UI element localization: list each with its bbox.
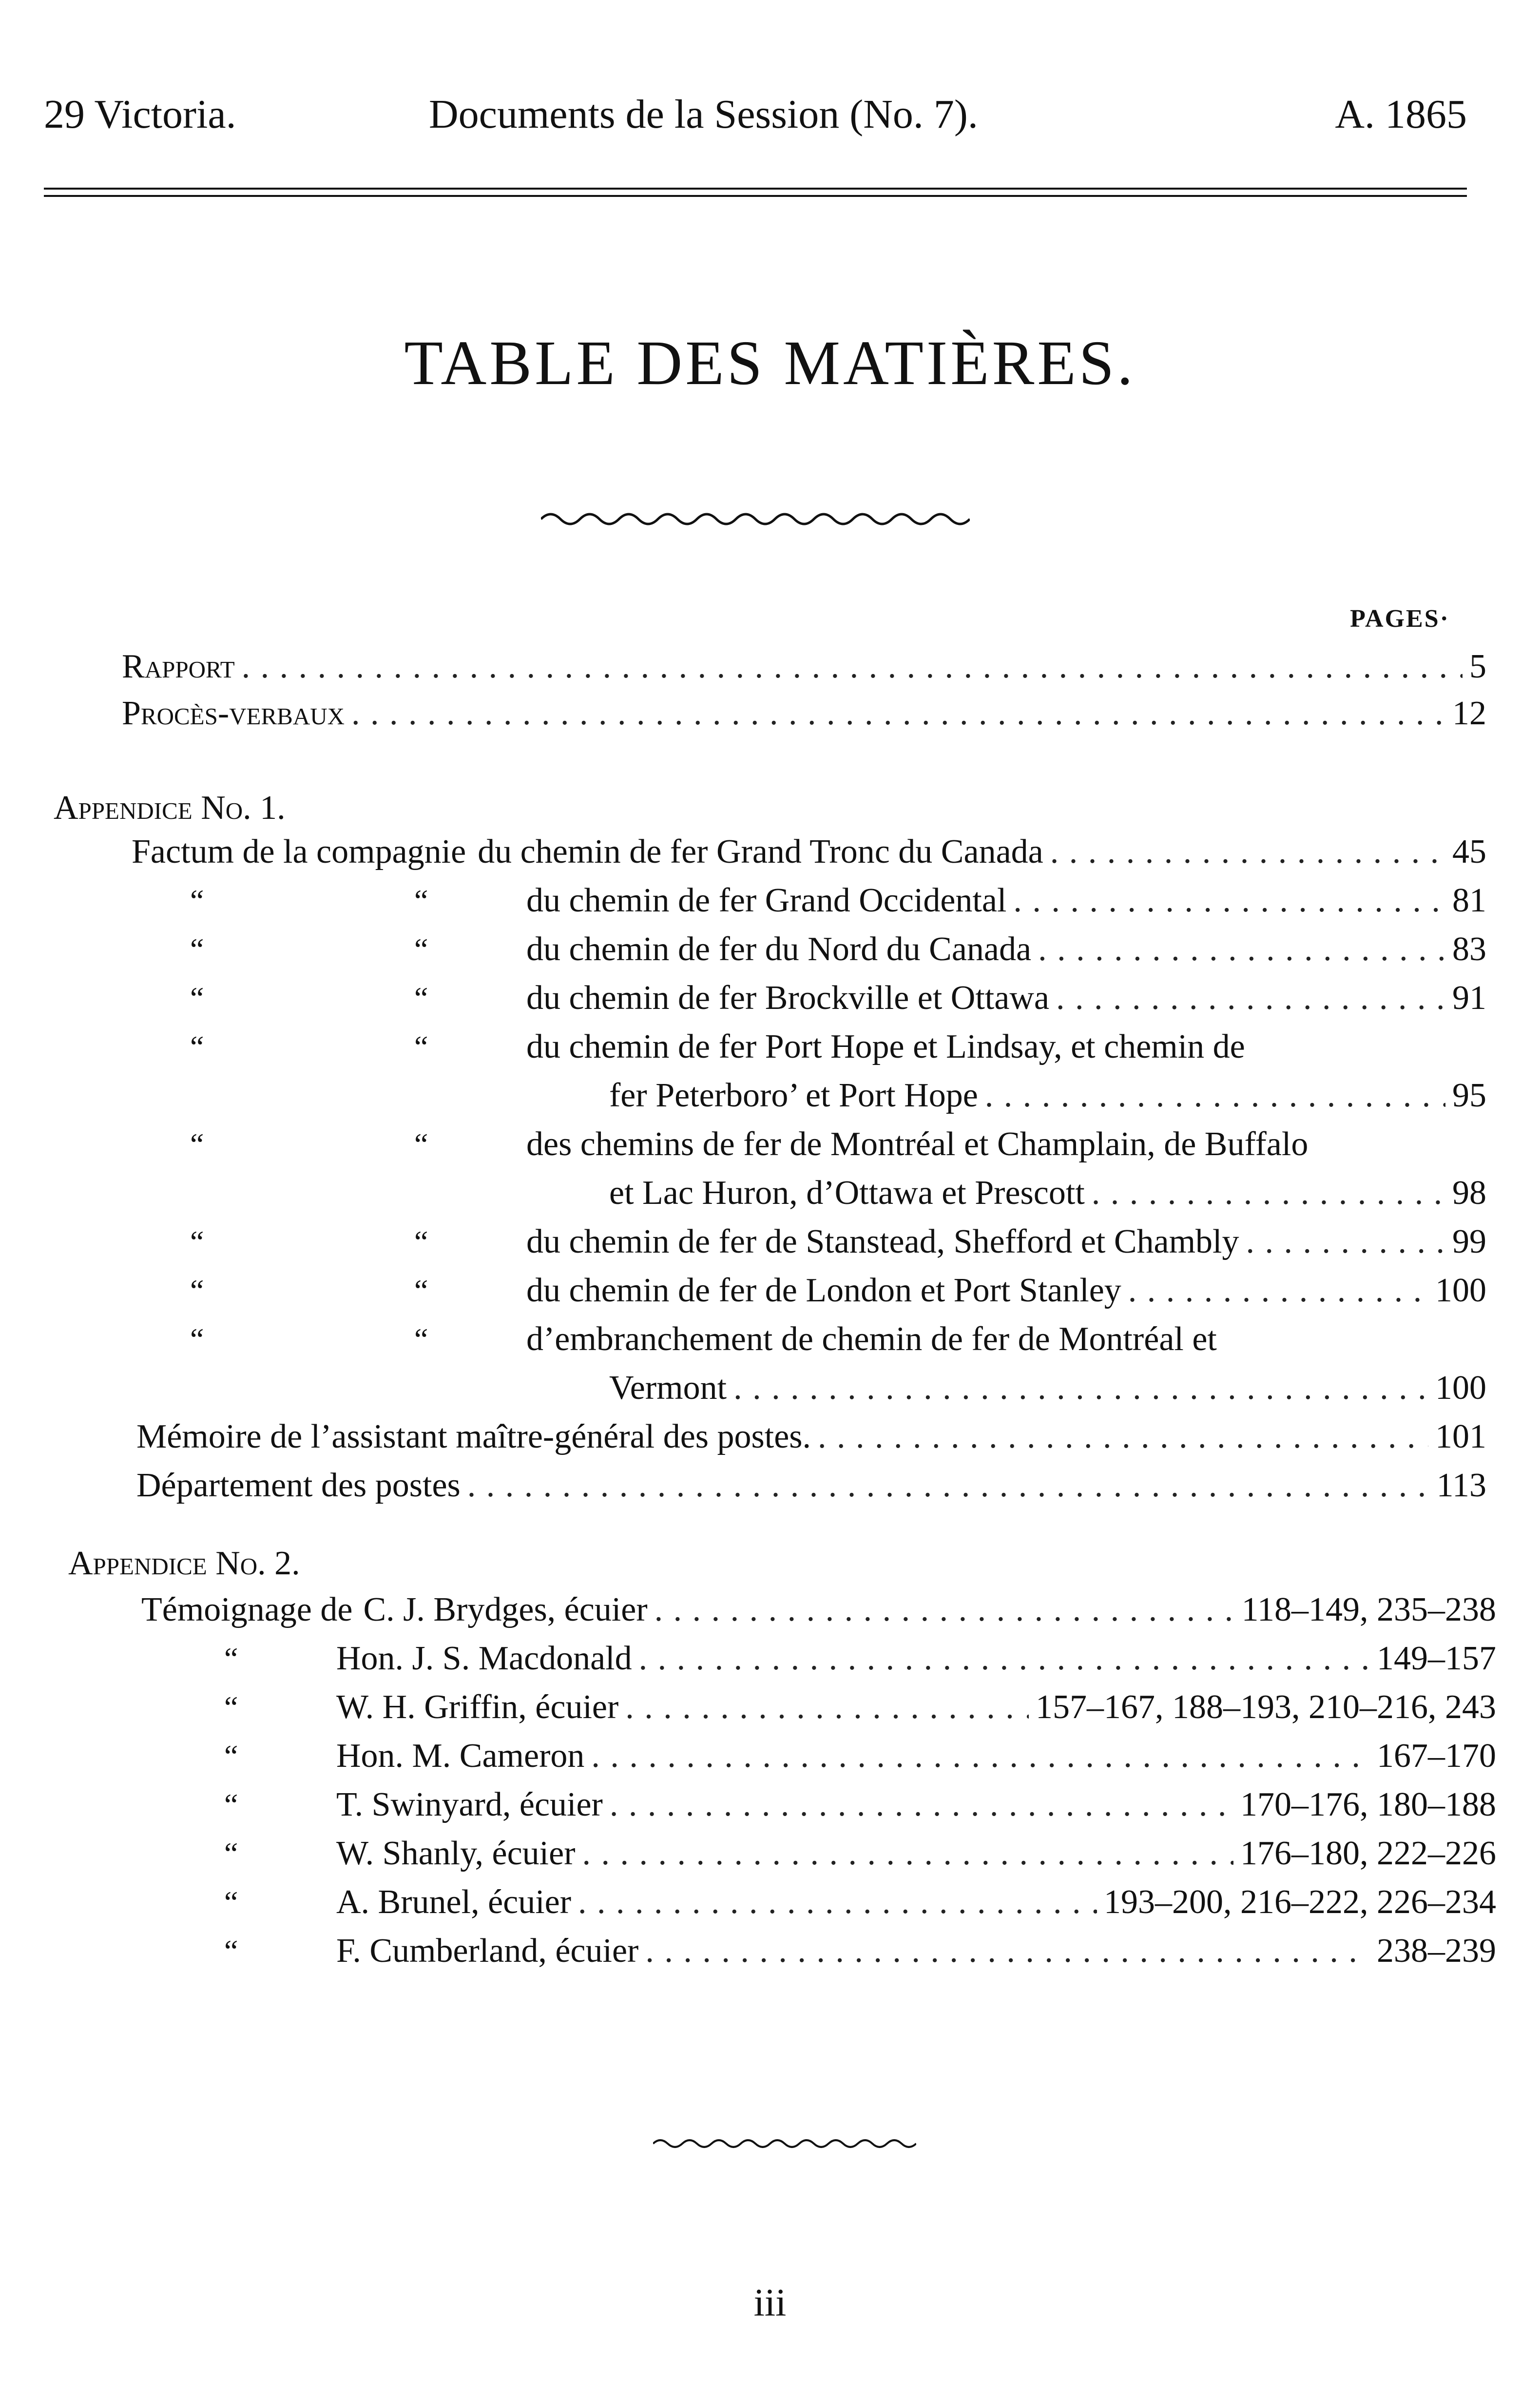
ditto-mark: “ [224,1836,238,1871]
ditto-mark: “ [414,1029,428,1064]
entry-page: 12 [1452,695,1486,732]
toc-entry-a1-9[interactable] [609,1365,1486,1412]
ditto-mark: “ [414,1127,428,1161]
entry-page: 99 [1452,1223,1486,1260]
entry-label: du chemin de fer Grand Occidental [526,882,1007,919]
ditto-mark: “ [224,1885,238,1919]
toc-entry-a1-5-line1: du chemin de fer Port Hope et Lindsay, et chemin de [526,1028,1245,1065]
entry-label: fer Peterboro’ et Port Hope [609,1077,978,1114]
ditto-mark: “ [190,981,204,1015]
dot-leader [639,1635,1370,1682]
entry-page: 100 [1435,1369,1486,1407]
toc-entry-rapport[interactable] [122,643,1486,690]
ditto-mark: “ [414,883,428,918]
dot-leader [625,1684,1029,1731]
title-ornament [541,507,970,526]
dot-leader [645,1928,1370,1974]
entry-label: Vermont [609,1369,727,1407]
header-right: A. 1865 [1335,92,1467,137]
header-rule-bottom [44,195,1467,197]
entry-label: F. Cumberland, écuier [336,1932,639,1970]
entry-label: du chemin de fer de London et Port Stanley [526,1272,1121,1309]
entry-pages: 238–239 [1377,1932,1496,1970]
dot-leader [1128,1267,1428,1314]
bottom-ornament [653,2135,916,2149]
pages-column-heading: PAGES· [1350,605,1450,633]
entry-intro: Factum de la compagnie [132,833,466,871]
dot-leader [351,690,1445,737]
toc-entry-a1-9-line1: d’embranchement de chemin de fer de Montréal et [526,1320,1217,1358]
entry-label: Mémoire de l’assistant maître-général des postes. [136,1418,811,1455]
entry-page: 81 [1452,882,1486,919]
entry-label: T. Swinyard, écuier [336,1786,603,1823]
entry-pages: 157–167, 188–193, 210–216, 243 [1036,1688,1496,1726]
dot-leader [1013,877,1445,924]
toc-entry-a1-6-line1: des chemins de fer de Montréal et Champlain, de Buffalo [526,1125,1309,1163]
ditto-mark: “ [224,1739,238,1773]
toc-entry-memoire[interactable] [136,1413,1486,1460]
dot-leader [1038,926,1445,973]
dot-leader [985,1072,1445,1119]
toc-entry-a2-1[interactable] [141,1586,1496,1633]
toc-entry-a1-5[interactable] [609,1072,1486,1119]
entry-pages: 167–170 [1377,1737,1496,1775]
entry-label: du chemin de fer de Stanstead, Shefford et Chambly [526,1223,1239,1260]
ditto-mark: “ [190,1029,204,1064]
entry-page: 45 [1452,833,1486,871]
toc-entry-a2-2[interactable] [336,1635,1496,1682]
toc-entry-a2-7[interactable] [336,1879,1496,1926]
entry-label: Département des postes [136,1467,461,1504]
entry-page: 98 [1452,1174,1486,1212]
ditto-mark: “ [224,1641,238,1676]
entry-page: 113 [1436,1467,1486,1504]
appendix-2-heading: Appendice No. 2. [68,1545,300,1582]
ditto-mark: “ [190,932,204,967]
toc-entry-a1-4[interactable] [526,975,1486,1022]
entry-label: A. Brunel, écuier [336,1883,572,1921]
entry-label: du chemin de fer Grand Tronc du Canada [478,833,1043,871]
header-center: Documents de la Session (No. 7). [429,92,978,137]
toc-entry-a1-3[interactable] [526,926,1486,973]
ditto-mark: “ [190,883,204,918]
dot-leader [242,643,1463,690]
entry-page: 100 [1435,1272,1486,1309]
dot-leader [1246,1219,1445,1265]
entry-page: 91 [1452,979,1486,1017]
toc-entry-a2-6[interactable] [336,1830,1496,1877]
toc-entry-a1-1[interactable] [132,829,1486,875]
ditto-mark: “ [224,1787,238,1822]
toc-entry-a2-8[interactable] [336,1928,1496,1974]
entry-pages: 170–176, 180–188 [1240,1786,1496,1823]
dot-leader [818,1413,1428,1460]
dot-leader [1092,1170,1445,1217]
toc-entry-a1-8[interactable] [526,1267,1486,1314]
toc-entry-departement[interactable] [136,1462,1486,1509]
dot-leader [654,1586,1235,1633]
entry-label: Hon. J. S. Macdonald [336,1640,632,1677]
entry-label: du chemin de fer du Nord du Canada [526,930,1032,968]
ditto-mark: “ [414,1273,428,1308]
header-rule-top [44,188,1467,190]
toc-entry-a2-4[interactable] [336,1733,1496,1780]
entry-label: et Lac Huron, d’Ottawa et Prescott [609,1174,1085,1212]
ditto-mark: “ [414,1224,428,1259]
header-left: 29 Victoria. [44,92,236,137]
entry-page: 83 [1452,930,1486,968]
entry-label: W. H. Griffin, écuier [336,1688,619,1726]
toc-entry-a2-3[interactable] [336,1684,1496,1731]
dot-leader [610,1781,1233,1828]
dot-leader [1050,829,1445,875]
ditto-mark: “ [224,1934,238,1968]
entry-page: 101 [1435,1418,1486,1455]
entry-pages: 193–200, 216–222, 226–234 [1104,1883,1496,1921]
entry-page: 95 [1452,1077,1486,1114]
ditto-mark: “ [414,981,428,1015]
entry-label: du chemin de fer Brockville et Ottawa [526,979,1049,1017]
entry-pages: 118–149, 235–238 [1241,1591,1496,1628]
ditto-mark: “ [414,1322,428,1356]
ditto-mark: “ [224,1690,238,1724]
dot-leader [467,1462,1430,1509]
toc-entry-a1-7[interactable] [526,1219,1486,1265]
toc-entry-a1-2[interactable] [526,877,1486,924]
dot-leader [582,1830,1233,1877]
entry-page: 5 [1469,648,1486,685]
dot-leader [733,1365,1428,1412]
entry-label: W. Shanly, écuier [336,1835,576,1872]
page-number: iii [753,2282,787,2324]
toc-entry-a2-5[interactable] [336,1781,1496,1828]
entry-pages: 149–157 [1377,1640,1496,1677]
entry-label: Rapport [122,648,235,685]
entry-label: Procès-verbaux [122,695,345,732]
ditto-mark: “ [190,1322,204,1356]
ditto-mark: “ [414,932,428,967]
ditto-mark: “ [190,1224,204,1259]
toc-entry-a1-6[interactable] [609,1170,1486,1217]
entry-label: Hon. M. Cameron [336,1737,585,1775]
dot-leader [591,1733,1370,1780]
dot-leader [1056,975,1445,1022]
ditto-mark: “ [190,1273,204,1308]
page-title: TABLE DES MATIÈRES. [404,328,1136,398]
entry-intro: Témoignage de [141,1591,353,1628]
toc-entry-proces-verbaux[interactable] [122,690,1486,737]
entry-label: C. J. Brydges, écuier [363,1591,648,1628]
dot-leader [578,1879,1097,1926]
ditto-mark: “ [190,1127,204,1161]
appendix-1-heading: Appendice No. 1. [54,789,286,827]
entry-pages: 176–180, 222–226 [1240,1835,1496,1872]
